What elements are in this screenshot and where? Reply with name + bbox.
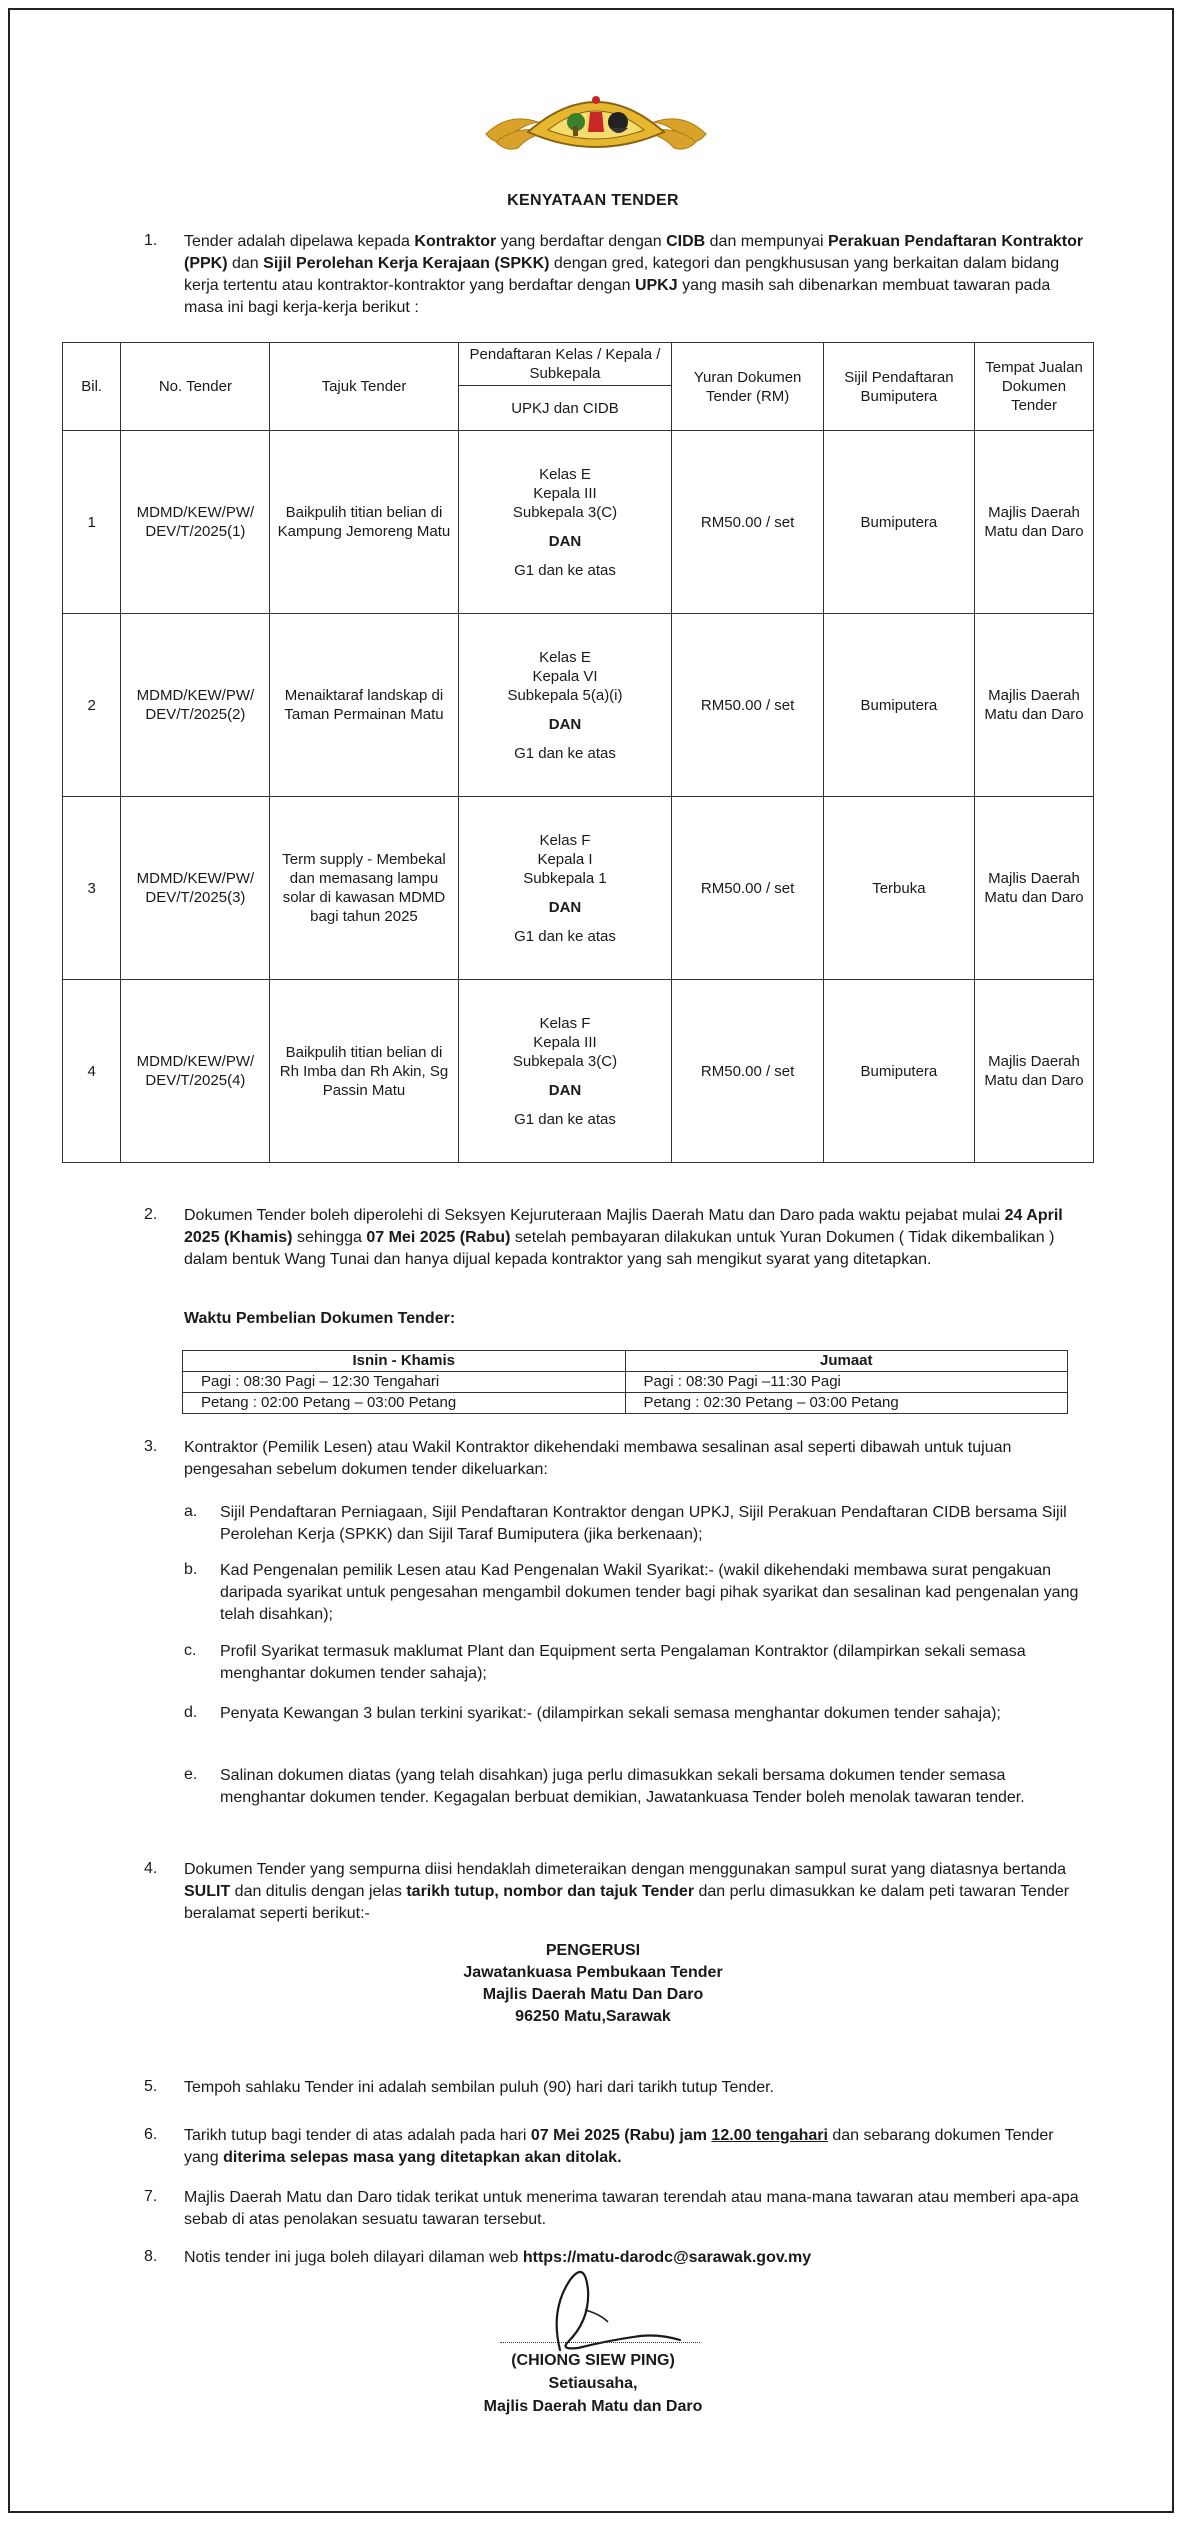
para-2-number: 2.	[144, 1206, 158, 1223]
cell-sijil: Terbuka	[823, 797, 974, 980]
signatory-position: Setiausaha,	[548, 2375, 638, 2392]
item-letter: b.	[184, 1561, 198, 1578]
cell-sijil: Bumiputera	[823, 614, 974, 797]
para-1-text: Tender adalah dipelawa kepada Kontraktor yang berdaftar dengan CIDB dan mempunyai Perakuan Pendaftaran Kontraktor (PPK) dan Sijil Perolehan Kerja Kerajaan (SPKK) dengan gred, kategori dan pengkhususan yang berkaitan dalam bidang kerja tertentu atau kontraktor-kontraktor yang berdaftar dengan UPKJ yang masih sah dibenarkan membuat tawaran pada masa ini bagi kerja-kerja berikut :	[184, 233, 1084, 316]
dan-label: DAN	[548, 1081, 582, 1099]
gred-line: G1 dan ke atas	[514, 1110, 616, 1128]
hours-header-fri: Jumaat	[625, 1351, 1068, 1372]
gred-line: G1 dan ke atas	[514, 744, 616, 762]
cell-no-tender: MDMD/KEW/PW/ DEV/T/2025(2)	[121, 614, 270, 797]
para-2-text: Dokumen Tender boleh diperolehi di Seksyen Kejuruteraan Majlis Daerah Matu dan Daro pada waktu pejabat mulai 24 April 2025 (Khamis) sehingga 07 Mei 2025 (Rabu) setelah pembayaran dilakukan untuk Yuran Dokumen ( Tidak dikembalikan ) dalam bentuk Wang Tunai dan hanya dijual kepada kontraktor yang sah mengikut syarat yang ditetapkan.	[184, 1207, 1063, 1268]
cell-tajuk: Term supply - Membekal dan memasang lampu solar di kawasan MDMD bagi tahun 2025	[270, 797, 458, 980]
para-4-text: Dokumen Tender yang sempurna diisi hendaklah dimeteraikan dengan menggunakan sampul surat yang diatasnya bertanda SULIT dan ditulis dengan jelas tarikh tutup, nombor dan tajuk Tender dan perlu dimasukkan ke dalam peti tawaran Tender beralamat seperti berikut:-	[184, 1861, 1070, 1922]
item-letter: d.	[184, 1704, 198, 1721]
cell-tempat: Majlis Daerah Matu dan Daro	[975, 797, 1094, 980]
purchase-hours-table	[182, 1350, 1068, 1414]
hours-cell: Petang : 02:00 Petang – 03:00 Petang	[183, 1393, 626, 1414]
cell-yuran: RM50.00 / set	[672, 797, 823, 980]
para-3-text: Kontraktor (Pemilik Lesen) atau Wakil Kontraktor dikehendaki membawa sesalinan asal seperti dibawah untuk tujuan pengesahan sebelum dokumen tender dikeluarkan:	[184, 1439, 1012, 1478]
subkepala-line: Subkepala 3(C)	[512, 1052, 618, 1070]
cell-sijil: Bumiputera	[823, 431, 974, 614]
para-6-number: 6.	[144, 2126, 158, 2143]
notice-title: KENYATAAN TENDER	[507, 192, 679, 209]
header-tajuk: Tajuk Tender	[270, 343, 458, 431]
tender-table	[62, 342, 1094, 1163]
item-letter: a.	[184, 1503, 198, 1520]
item-text: Kad Pengenalan pemilik Lesen atau Kad Pengenalan Wakil Syarikat:- (wakil dikehendaki membawa surat pengakuan daripada syarikat untuk pengesahan mengambil dokumen tender bagi pihak syarikat dan sesalinan kad pengenalan yang telah disahkan);	[220, 1562, 1079, 1623]
hours-cell: Pagi : 08:30 Pagi –11:30 Pagi	[625, 1372, 1068, 1393]
cell-kelas	[458, 614, 672, 797]
cell-bil: 4	[63, 980, 121, 1163]
cell-tempat: Majlis Daerah Matu dan Daro	[975, 431, 1094, 614]
header-yuran: Yuran Dokumen Tender (RM)	[672, 343, 823, 431]
cell-tajuk: Baikpulih titian belian di Rh Imba dan Rh Akin, Sg Passin Matu	[270, 980, 458, 1163]
hours-cell: Pagi : 08:30 Pagi – 12:30 Tengahari	[183, 1372, 626, 1393]
para-5-number: 5.	[144, 2078, 158, 2095]
para-8-number: 8.	[144, 2248, 158, 2265]
kepala-line: Kepala III	[533, 1033, 597, 1051]
table-row	[63, 431, 1094, 614]
item-letter: e.	[184, 1766, 198, 1783]
item-text: Profil Syarikat termasuk maklumat Plant dan Equipment serta Pengalaman Kontraktor (dilampirkan sekali semasa menghantar dokumen tender sahaja);	[220, 1643, 1026, 1682]
header-sijil: Sijil Pendaftaran Bumiputera	[823, 343, 974, 431]
cell-bil: 1	[63, 431, 121, 614]
cell-yuran: RM50.00 / set	[672, 431, 823, 614]
cell-kelas	[458, 980, 672, 1163]
signatory-organization: Majlis Daerah Matu dan Daro	[483, 2398, 703, 2415]
hours-cell: Petang : 02:30 Petang – 03:00 Petang	[625, 1393, 1068, 1414]
cell-kelas	[458, 431, 672, 614]
hours-header-mon-thu: Isnin - Khamis	[183, 1351, 626, 1372]
para-3-number: 3.	[144, 1438, 158, 1455]
address-line-1: PENGERUSI	[545, 1942, 641, 1959]
cell-tempat: Majlis Daerah Matu dan Daro	[975, 980, 1094, 1163]
table-row	[63, 614, 1094, 797]
dan-label: DAN	[548, 898, 582, 916]
gred-line: G1 dan ke atas	[514, 927, 616, 945]
cell-tajuk: Baikpulih titian belian di Kampung Jemoreng Matu	[270, 431, 458, 614]
kelas-line: Kelas E	[539, 648, 591, 666]
waktu-pembelian-title: Waktu Pembelian Dokumen Tender:	[184, 1310, 456, 1327]
kelas-line: Kelas F	[539, 831, 591, 849]
item-letter: c.	[184, 1642, 197, 1659]
kelas-line: Kelas E	[539, 465, 591, 483]
cell-bil: 2	[63, 614, 121, 797]
signatory-name: (CHIONG SIEW PING)	[511, 2352, 675, 2369]
subkepala-line: Subkepala 5(a)(i)	[507, 686, 623, 704]
header-no-tender: No. Tender	[121, 343, 270, 431]
cell-kelas	[458, 797, 672, 980]
para-5-text: Tempoh sahlaku Tender ini adalah sembilan puluh (90) hari dari tarikh tutup Tender.	[184, 2079, 774, 2096]
item-text: Salinan dokumen diatas (yang telah disahkan) juga perlu dimasukkan sekali bersama dokumen tender semasa menghantar dokumen tender. Kegagalan berbuat demikian, Jawatankuasa Tender boleh menolak tawaran tender.	[220, 1767, 1025, 1806]
address-line-4: 96250 Matu,Sarawak	[515, 2008, 671, 2025]
signature-line	[500, 2342, 700, 2343]
header-tempat: Tempat Jualan Dokumen Tender	[975, 343, 1094, 431]
para-1-number: 1.	[144, 232, 158, 249]
kelas-line: Kelas F	[539, 1014, 591, 1032]
table-row	[63, 980, 1094, 1163]
para-8-text: Notis tender ini juga boleh dilayari dilaman web https://matu-darodc@sarawak.gov.my	[184, 2249, 812, 2266]
cell-yuran: RM50.00 / set	[672, 614, 823, 797]
kepala-line: Kepala VI	[532, 667, 598, 685]
subkepala-line: Subkepala 3(C)	[512, 503, 618, 521]
header-kelas: Pendaftaran Kelas / Kepala / Subkepala	[458, 343, 672, 386]
cell-yuran: RM50.00 / set	[672, 980, 823, 1163]
header-upkj-cidb: UPKJ dan CIDB	[458, 386, 672, 431]
kepala-line: Kepala III	[533, 484, 597, 502]
address-line-2: Jawatankuasa Pembukaan Tender	[463, 1964, 723, 1981]
header-bil: Bil.	[63, 343, 121, 431]
table-row	[63, 797, 1094, 980]
council-crest-logo	[478, 82, 714, 162]
cell-tempat: Majlis Daerah Matu dan Daro	[975, 614, 1094, 797]
cell-bil: 3	[63, 797, 121, 980]
item-text: Penyata Kewangan 3 bulan terkini syarikat:- (dilampirkan sekali semasa menghantar dokumen tender sahaja);	[220, 1705, 1001, 1722]
para-7-number: 7.	[144, 2188, 158, 2205]
item-text: Sijil Pendaftaran Perniagaan, Sijil Pendaftaran Kontraktor dengan UPKJ, Sijil Perakuan Pendaftaran CIDB bersama Sijil Perolehan Kerja (SPKK) dan Sijil Taraf Bumiputera (jika berkenaan);	[220, 1504, 1067, 1543]
para-7-text: Majlis Daerah Matu dan Daro tidak terikat untuk menerima tawaran terendah atau mana-mana tawaran atau memberi apa-apa sebab di atas penolakan sesuatu tawaran tersebut.	[184, 2189, 1079, 2228]
cell-no-tender: MDMD/KEW/PW/ DEV/T/2025(1)	[121, 431, 270, 614]
subkepala-line: Subkepala 1	[523, 869, 607, 887]
cell-no-tender: MDMD/KEW/PW/ DEV/T/2025(3)	[121, 797, 270, 980]
gred-line: G1 dan ke atas	[514, 561, 616, 579]
cell-no-tender: MDMD/KEW/PW/ DEV/T/2025(4)	[121, 980, 270, 1163]
kepala-line: Kepala I	[537, 850, 593, 868]
cell-sijil: Bumiputera	[823, 980, 974, 1163]
para-4-number: 4.	[144, 1860, 158, 1877]
dan-label: DAN	[548, 532, 582, 550]
cell-tajuk: Menaiktaraf landskap di Taman Permainan Matu	[270, 614, 458, 797]
para-6-text: Tarikh tutup bagi tender di atas adalah pada hari 07 Mei 2025 (Rabu) jam 12.00 tengahari dan sebarang dokumen Tender yang diterima selepas masa yang ditetapkan akan ditolak.	[184, 2127, 1054, 2166]
dan-label: DAN	[548, 715, 582, 733]
address-line-3: Majlis Daerah Matu Dan Daro	[482, 1986, 704, 2003]
